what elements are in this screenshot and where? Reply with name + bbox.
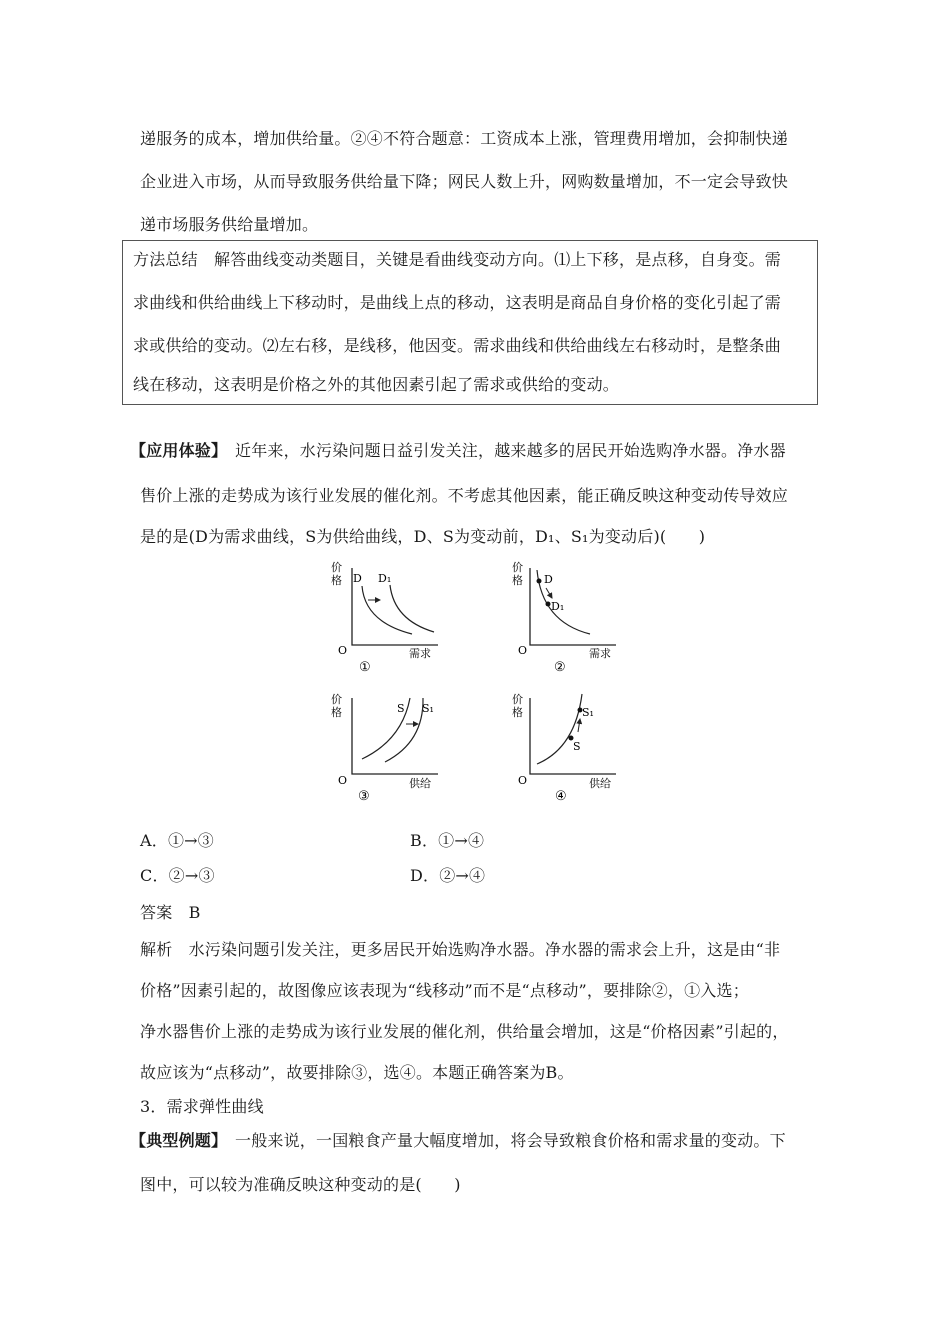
analysis-line-2: 价格”因素引起的，故图像应该表现为“线移动”而不是“点移动”，要排除②，①入选； <box>140 981 749 1000</box>
method-line-1: 方法总结 解答曲线变动类题目，关键是看曲线变动方向。⑴上下移，是点移，自身变。需 <box>133 250 782 269</box>
graph-1-origin: O <box>338 644 348 657</box>
graph-3-curve-s-label: S <box>397 702 405 715</box>
graph-2-point-d-label: D <box>544 573 553 586</box>
graph-2-axis-demand: 需求 <box>589 647 611 660</box>
question2-line-2: 图中，可以较为准确反映这种变动的是( ) <box>140 1175 461 1194</box>
graph-4-price-label-1: 价 <box>512 693 523 706</box>
graph-1-curve-d1 <box>390 585 434 632</box>
graph-4-move-arrow <box>578 719 580 732</box>
graph-1-label: ① <box>359 660 371 675</box>
graph-2-point-d1 <box>546 602 551 607</box>
graph-1-curve-d <box>362 586 412 634</box>
graph-2-point-d <box>537 579 542 584</box>
intro-line-3: 递市场服务供给量增加。 <box>140 215 319 234</box>
graph-2-move-arrow <box>546 588 552 598</box>
graph-1-axis-demand: 需求 <box>409 647 431 660</box>
question1-tag: 【应用体验】 <box>130 441 228 460</box>
graph-1-price-label-1: 价 <box>331 561 342 574</box>
graph-1 <box>331 561 438 675</box>
graph-2-price-label-2: 格 <box>512 574 523 587</box>
graph-4-point-s1-label: S₁ <box>582 706 594 719</box>
method-line-3: 求或供给的变动。⑵左右移，是线移，他因变。需求曲线和供给曲线左右移动时，是整条曲 <box>133 336 782 355</box>
graph-2-label: ② <box>554 660 566 675</box>
graph-3-origin: O <box>338 774 348 787</box>
graph-4-label: ④ <box>555 789 567 804</box>
option-d[interactable]: D．②→④ <box>410 866 486 885</box>
question2-line-1: 一般来说，一国粮食产量大幅度增加，将会导致粮食价格和需求量的变动。下 <box>235 1131 786 1150</box>
option-c[interactable]: C．②→③ <box>140 866 215 885</box>
question1-line-3: 是的是(D为需求曲线，S为供给曲线，D、S为变动前，D₁、S₁为变动后)( ) <box>140 527 706 546</box>
option-b[interactable]: B．①→④ <box>410 831 485 850</box>
analysis-line-1: 解析 水污染问题引发关注，更多居民开始选购净水器。净水器的需求会上升，这是由“非 <box>140 940 781 959</box>
graph-2-origin: O <box>518 644 528 657</box>
graph-4-curve <box>537 694 582 764</box>
answer: 答案 B <box>140 903 201 922</box>
question2-tag: 【典型例题】 <box>130 1131 228 1150</box>
graph-4 <box>512 693 616 804</box>
analysis-line-3: 净水器售价上涨的走势成为该行业发展的催化剂，供给量会增加，这是“价格因素”引起的， <box>140 1022 789 1041</box>
intro-line-1: 递服务的成本，增加供给量。②④不符合题意：工资成本上涨，管理费用增加，会抑制快递 <box>140 129 789 148</box>
graph-3-price-label-2: 格 <box>331 706 342 719</box>
analysis-line-4: 故应该为“点移动”，故要排除③，选④。本题正确答案为B。 <box>140 1063 574 1082</box>
graph-1-curve-d1-label: D₁ <box>378 572 392 585</box>
graph-2-axes <box>530 568 616 645</box>
graph-4-axis-supply: 供给 <box>589 777 611 790</box>
graph-1-axes <box>352 568 438 645</box>
intro-line-2: 企业进入市场，从而导致服务供给量下降；网民人数上升，网购数量增加，不一定会导致快 <box>140 172 789 191</box>
option-a[interactable]: A．①→③ <box>140 831 214 850</box>
graph-4-origin: O <box>518 774 528 787</box>
graph-3 <box>331 693 438 804</box>
graph-2-point-d1-label: D₁ <box>551 600 565 613</box>
graph-3-axis-supply: 供给 <box>409 777 431 790</box>
graph-2 <box>512 561 616 675</box>
graph-3-price-label-1: 价 <box>331 693 342 706</box>
graph-4-axes <box>530 698 616 774</box>
graph-4-price-label-2: 格 <box>512 706 523 719</box>
graph-2-price-label-1: 价 <box>512 561 523 574</box>
section-3-heading: 3．需求弹性曲线 <box>140 1097 264 1116</box>
graph-1-price-label-2: 格 <box>331 574 342 587</box>
question1-line-1: 近年来，水污染问题日益引发关注，越来越多的居民开始选购净水器。净水器 <box>235 441 786 460</box>
graph-1-curve-d-label: D <box>353 572 362 585</box>
question1-line-2: 售价上涨的走势成为该行业发展的催化剂。不考虑其他因素，能正确反映这种变动传导效应 <box>140 486 789 505</box>
method-line-4: 线在移动，这表明是价格之外的其他因素引起了需求或供给的变动。 <box>133 375 620 394</box>
graph-3-curve-s1-label: S₁ <box>422 702 434 715</box>
graph-4-point-s-label: S <box>573 740 581 753</box>
method-line-2: 求曲线和供给曲线上下移动时，是曲线上点的移动，这表明是商品自身价格的变化引起了需 <box>133 293 782 312</box>
graph-3-label: ③ <box>358 789 370 804</box>
